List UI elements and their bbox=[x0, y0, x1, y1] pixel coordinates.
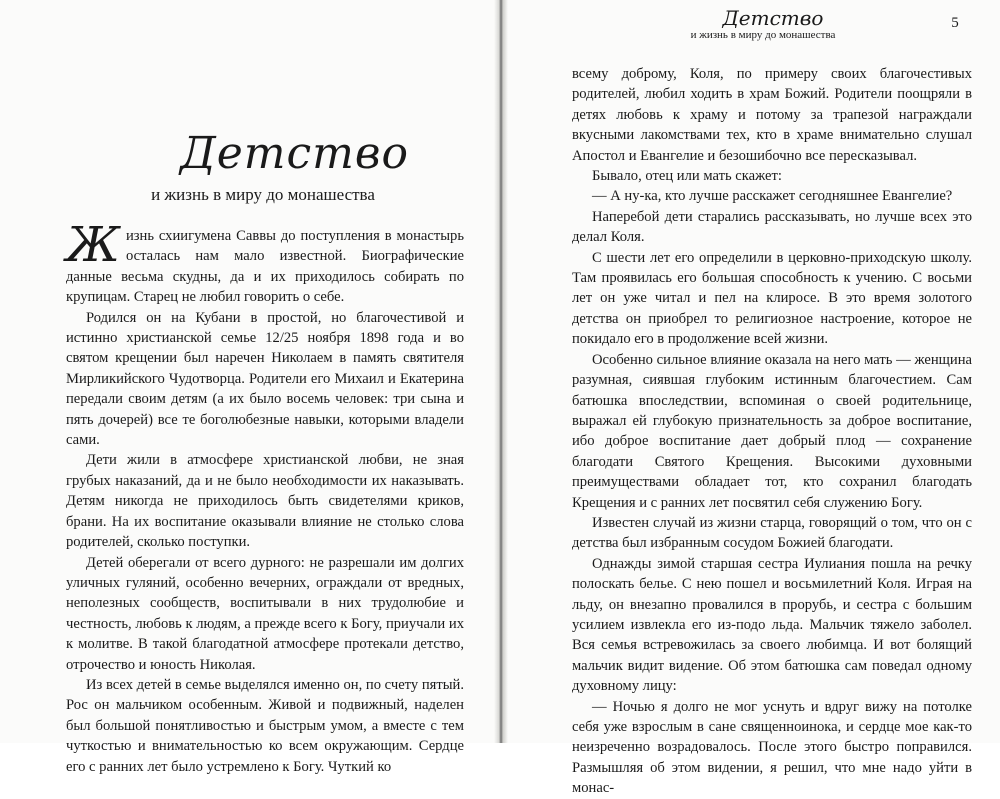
paragraph: Дети жили в атмосфере христианской любви, не зная грубых наказаний, да и не было необходимости их наказывать. Детям никогда не приходилось быть свидетелями криков, брани. На их воспитание оказывали влияние не столько слова родителей, сколько поступки. bbox=[66, 452, 464, 551]
paragraph: Известен случай из жизни старца, говорящий о том, что он с детства был избранным сосудом Божией благодати. bbox=[572, 514, 972, 552]
page-number: 5 bbox=[951, 15, 959, 31]
drop-cap: Ж bbox=[66, 217, 120, 273]
paragraph: Наперебой дети старались рассказывать, но лучше всех это делал Коля. bbox=[572, 208, 972, 246]
left-page bbox=[0, 0, 494, 775]
chapter-title: Детство bbox=[180, 128, 409, 179]
right-page bbox=[508, 0, 1000, 797]
paragraph: Жизнь схиигумена Саввы до поступления в монастырь осталась нам мало известной. Биографические данные весьма скудны, да и их приходилось собирать по крупицам. Старец не любил говорить о себе. bbox=[66, 217, 464, 306]
chapter-subtitle: и жизнь в миру до монашества bbox=[151, 185, 375, 204]
paragraph: Из всех детей в семье выделялся именно он, по счету пятый. Рос он мальчиком особенным. Живой и подвижный, наделен был большой понятливостью и быстрым умом, а вместе с тем чуткостью и внимательностью ко всем окружающим. Сердце его с ранних лет было устремлено к Богу. Чуткий ко bbox=[66, 676, 464, 775]
paragraph: Родился он на Кубани в простой, но благочестивой и истинно христианской семье 12/25 ноября 1898 года и во святом крещении был наречен Николаем в память святителя Мирликийского Чудотворца. Родители его Михаил и Екатерина передали своим детям (а их было восемь человек: три сына и пять дочерей) все те боголюбезные навыки, которыми владели сами. bbox=[66, 309, 464, 449]
paragraph: Бывало, отец или мать скажет: bbox=[592, 168, 782, 185]
left-page-text bbox=[66, 217, 464, 777]
paragraph: — А ну-ка, кто лучше расскажет сегодняшнее Евангелие? bbox=[592, 188, 953, 205]
paragraph: С шести лет его определили в церковно-приходскую школу. Там проявилась его большая способность к учению. С восьми лет он уже читал и пел на клиросе. В это время золотого детства он приобрел то религиозное настроение, которое не покидало его в продолжение всей жизни. bbox=[572, 249, 972, 348]
running-subtitle: и жизнь в миру до монашества bbox=[690, 29, 836, 41]
paragraph: — Ночью я долго не мог уснуть и вдруг вижу на потолке себя уже взрослым в сане священноинока, и сердце мое как-то неизреченно возрадовалось. После этого быстро поправился. Размышляя об этом видении, я решил, что мне надо уйти в монас- bbox=[572, 698, 972, 797]
book-gutter bbox=[494, 0, 508, 743]
paragraph: Особенно сильное влияние оказала на него мать — женщина разумная, сиявшая глубоким истинным благочестием. Сам батюшка впоследствии, вспоминая о своей родительнице, выражал ей глубокую признательность за доброе воспитание, ибо доброе воспитание дает добрый плод — сохранение благодати Святого Крещения. Высокими духовными преимуществами обладает тот, кто сохранил благодать Крещения и с ранних лет посвятил себя служению Богу. bbox=[572, 351, 972, 511]
paragraph: Однажды зимой старшая сестра Иулиания пошла на речку полоскать белье. С нею пошел и восьмилетний Коля. Играя на льду, он внезапно провалился в прорубь, и сестра с большим усилием извлекла его из-подо льда. Мальчик тяжело заболел. Вся семья встревожилась за своего любимца. И вот болящий мальчик видит видение. Об этом батюшка сам поведал одному духовному лицу: bbox=[572, 555, 972, 695]
paragraph: Детей оберегали от всего дурного: не разрешали им долгих уличных гуляний, особенно вечерних, ограждали от вредных, неполезных сообществ, воспитывали в них трудолюбие и честность, любовь к людям, а прежде всего к Богу, приучали их к молитве. В такой благодатной атмосфере протекали детство, отрочество и юность Николая. bbox=[66, 554, 464, 673]
right-page-text bbox=[572, 64, 972, 799]
paragraph: всему доброму, Коля, по примеру своих благочестивых родителей, любил ходить в храм Божий. Родители поощряли в детях любовь к храму и потому за трапезой награждали вкусными лакомствами тех, кто в храме внимательно слушал Апостол и Евангелие и безошибочно все пересказывал. bbox=[572, 66, 972, 164]
running-title: Детство bbox=[722, 6, 824, 30]
